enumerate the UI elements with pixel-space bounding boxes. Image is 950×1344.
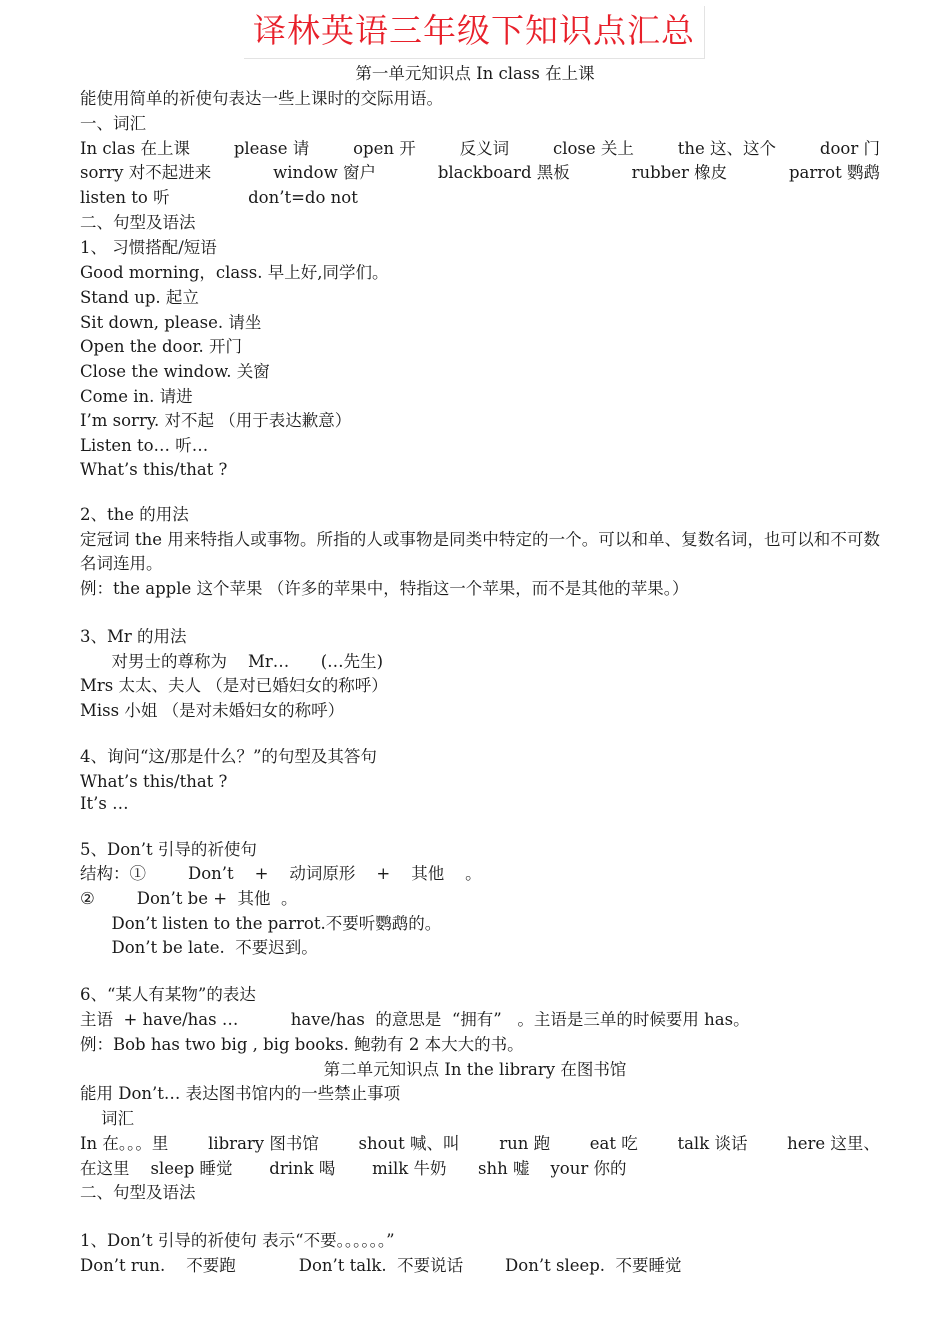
section-5-title: 5、Don’t 引导的祈使句	[80, 840, 257, 859]
vocab-item: window 窗户	[273, 163, 376, 182]
vocab-item: eat 吃	[589, 1134, 638, 1153]
section-3-title: 3、Mr 的用法	[80, 627, 187, 646]
section-5-line: 结构：① Don’t + 动词原形 + 其他 。	[80, 864, 482, 883]
phrase-line: Come in. 请进	[80, 387, 193, 406]
section-3-line: 对男士的尊称为 Mr… (…先生)	[80, 652, 384, 671]
vocab-row-2	[80, 161, 880, 185]
section-6-title: 6、“某人有某物”的表达	[80, 985, 256, 1004]
section-2-example: 例：the apple 这个苹果 （许多的苹果中，特指这一个苹果，而不是其他的苹果。）	[80, 579, 689, 598]
vocab-item: open 开	[353, 139, 416, 158]
unit2-section-1-title: 1、Don’t 引导的祈使句 表示“不要。。。。。。”	[80, 1231, 395, 1250]
section-2-text: 定冠词 the 用来特指人或事物。所指的人或事物是同类中特定的一个。可以和单、复数名词，也可以和不可数名词连用。	[80, 530, 880, 573]
vocab-item: here 这里、	[787, 1134, 880, 1153]
vocab-item: run 跑	[499, 1134, 551, 1153]
phrase-line: Listen to… 听…	[80, 436, 209, 455]
section-1-title: 1、 习惯搭配/短语	[80, 238, 217, 257]
vocab-item: In clas 在上课	[80, 139, 190, 158]
unit2-intro: 能用 Don’t… 表达图书馆内的一些禁止事项	[80, 1084, 401, 1103]
vocab-item: In 在。。。里	[80, 1134, 169, 1153]
vocab-row-3	[80, 186, 880, 210]
phrase-line: Good morning，class. 早上好,同学们。	[80, 263, 389, 282]
unit2-vocab-row-2: 在这里 sleep 睡觉 drink 喝 milk 牛奶 shh 嘘 your 你的	[80, 1159, 627, 1178]
phrase-line: I’m sorry. 对不起 （用于表达歉意）	[80, 411, 352, 430]
vocab-item: sorry 对不起进来	[80, 163, 212, 182]
vocab-item: please 请	[233, 139, 310, 158]
vocab-item: listen to 听	[80, 188, 170, 207]
vocab-item: 反义词	[459, 139, 510, 158]
vocab-item: door 门	[819, 139, 880, 158]
phrase-line: Sit down, please. 请坐	[80, 313, 262, 332]
section-5-line: Don’t listen to the parrot.不要听鹦鹉的。	[80, 914, 442, 933]
unit1-heading: 第一单元知识点 In class 在上课	[355, 64, 595, 83]
document-title-box	[244, 6, 705, 59]
phrase-line: What’s this/that ?	[80, 460, 228, 479]
document-title: 译林英语三年级下知识点汇总	[253, 11, 695, 50]
section-4-line: What’s this/that ?	[80, 772, 228, 791]
phrase-line: Close the window. 关窗	[80, 362, 270, 381]
section-2-title: 2、the 的用法	[80, 505, 189, 524]
unit2-vocab-row-1	[80, 1132, 880, 1156]
section-4-title: 4、询问“这/那是什么？”的句型及其答句	[80, 747, 377, 766]
phrase-line: Stand up. 起立	[80, 288, 199, 307]
phrase-line: Open the door. 开门	[80, 337, 242, 356]
unit2-heading: 第二单元知识点 In the library 在图书馆	[323, 1060, 627, 1079]
vocab-item: shout 喊、叫	[358, 1134, 460, 1153]
section-3-line: Mrs 太太、夫人 （是对已婚妇女的称呼）	[80, 676, 388, 695]
vocab-item: the 这、这个	[677, 139, 777, 158]
vocab-item: parrot 鹦鹉	[788, 163, 880, 182]
unit2-vocab-title: 词汇	[80, 1109, 134, 1128]
vocab-item: talk 谈话	[677, 1134, 748, 1153]
section-4-line: It’s …	[80, 794, 129, 813]
vocab-item: close 关上	[552, 139, 634, 158]
vocab-row-1	[80, 137, 880, 161]
vocab-item: rubber 橡皮	[631, 163, 728, 182]
vocab-item: library 图书馆	[208, 1134, 319, 1153]
unit1-intro: 能使用简单的祈使句表达一些上课时的交际用语。	[80, 89, 443, 108]
section-5-line: ② Don’t be + 其他 。	[80, 889, 298, 908]
unit2-grammar-title: 二、句型及语法	[80, 1183, 196, 1202]
unit2-section-1-line: Don’t run. 不要跑 Don’t talk. 不要说话 Don’t sleep. 不要睡觉	[80, 1256, 682, 1275]
vocab-item: don’t=do not	[248, 188, 358, 207]
vocab-item: blackboard 黑板	[437, 163, 570, 182]
section-3-line: Miss 小姐 （是对未婚妇女的称呼）	[80, 701, 345, 720]
section-6-line: 主语 + have/has … have/has 的意思是 “拥有” 。主语是三单的时候要用 has。	[80, 1010, 750, 1029]
grammar-title: 二、句型及语法	[80, 213, 196, 232]
section-6-line: 例：Bob has two big , big books. 鲍勃有 2 本大大的书。	[80, 1035, 524, 1054]
vocab-title: 一、词汇	[80, 114, 146, 133]
section-5-line: Don’t be late. 不要迟到。	[80, 938, 318, 957]
